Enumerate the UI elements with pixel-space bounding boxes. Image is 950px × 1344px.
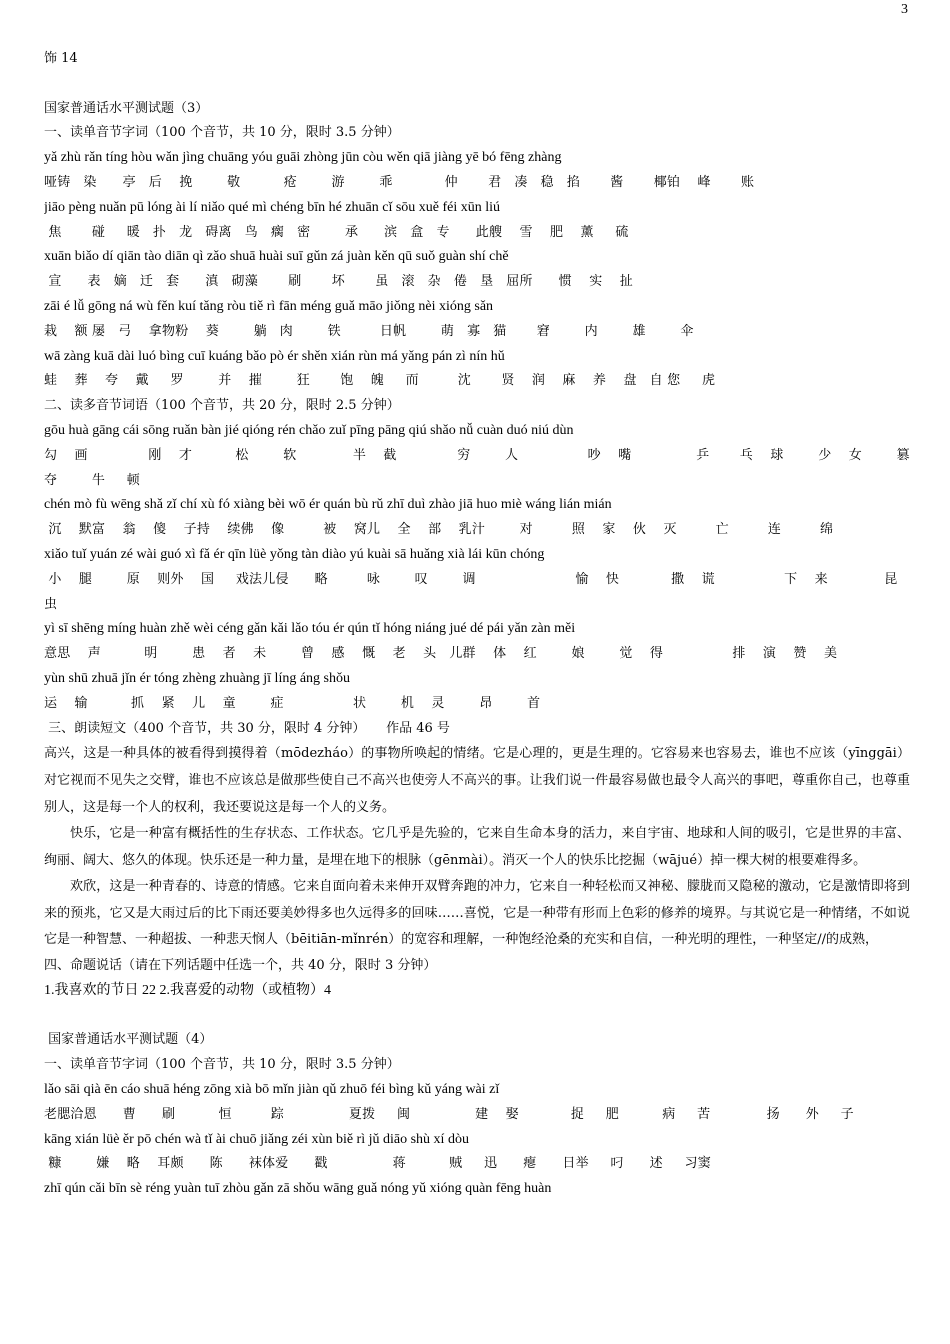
test-3-title: 国家普通话水平测试题（3）	[44, 100, 209, 116]
hanzi-row: 老腮洽恩 曹 刷 恒 踪 夏拨 闽 建 娶 捉 肥 病 苦 扬 外 子	[44, 1106, 854, 1122]
pinyin-row: xiǎo tuǐ yuán zé wài guó xì fǎ ér qīn lüè yǒng tàn diào yú kuài sā huǎng xià lái kūn chóng	[44, 546, 545, 562]
hanzi-row: 糠 嫌 略 耳颇 陈 袜体爱 戳 蒋 贼 迅 瘪 日举 叼 述 习窦	[44, 1156, 711, 1172]
document-body	[44, 47, 910, 1202]
hanzi-row: 小 腿 原 则外 国 戏法儿侵 略 咏 叹 调 愉 快 撒 谎 下 来 昆	[44, 571, 898, 587]
pinyin-row: gōu huà gāng cái sōng ruǎn bàn jié qióng rén chǎo zuǐ pīng pāng qiú shǎo nǚ cuàn duó niú dùn	[44, 422, 574, 438]
hanzi-row: 哑铸 染 亭 后 挽 敬 疮 游 乖 仲 君 凑 稳 掐 酱 椰铂 峰 账	[44, 174, 755, 190]
reading-paragraph: 快乐，它是一种富有概括性的生存状态、工作状态。它几乎是先验的，它来自生命本身的活力，来自宇宙、地球和人间的吸引，它是世界的丰富、绚丽、阔大、悠久的体现。快乐还是一种力量，是埋在地下的根脉（gēnmài）。消灭一个人的快乐比挖掘（wājué）掉一棵大树的根要难得多。	[44, 826, 910, 868]
pinyin-row: yǎ zhù rǎn tíng hòu wǎn jìng chuāng yóu guāi zhòng jūn còu wěn qiā jiàng yē bó fēng zhàng	[44, 150, 562, 166]
hanzi-row: 沉 默富 翁 傻 子持 续佛 像 被 窝儿 全 部 乳汁 对 照 家 伙 灭 亡 连 绵	[44, 522, 834, 538]
test-4-section-1-heading: 一、读单音节字词（100 个音节，共 10 分，限时 3.5 分钟）	[44, 1057, 400, 1073]
test-4-title: 国家普通话水平测试题（4）	[44, 1032, 213, 1048]
pinyin-row: yì sī shēng míng huàn zhě wèi céng gǎn kǎi lǎo tóu ér qún tǐ hóng niáng jué dé pái yǎn zàn měi	[44, 621, 576, 637]
test-3-section-3-heading: 三、朗读短文（400 个音节，共 30 分，限时 4 分钟） 作品 46 号	[44, 720, 450, 736]
header-note: 饰 14	[44, 51, 78, 66]
pinyin-row: chén mò fù wēng shǎ zǐ chí xù fó xiàng bèi wō ér quán bù rǔ zhī duì zhào jiā huo miè wáng lián mián	[44, 497, 612, 513]
reading-paragraph: 高兴，这是一种具体的被看得到摸得着（mōdezháo）的事物所唤起的情绪。它是心理的，更是生理的。它容易来也容易去，谁也不应该（yīnggāi）对它视而不见失之交臂，谁也不应该总是做那些使自己不高兴也使旁人不高兴的事。让我们说一件最容易做也最令人高兴的事吧，尊重你自己，也尊重别人，这是每一个人的权利，我还要说这是每一个人的义务。	[44, 746, 910, 815]
reading-paragraph: 欢欣，这是一种青春的、诗意的情感。它来自面向着未来伸开双臂奔跑的冲力，它来自一种轻松而又神秘、朦胧而又隐秘的激动，它是激情即将到来的预兆，它又是大雨过后的比下雨还要美妙得多也久远得多的回味……喜悦，它是一种带有形而上色彩的修养的境界。与其说它是一种情绪，不如说它是一种智慧、一种超拔、一种悲天悯人（bēitiān-mǐnrén）的宽容和理解，一种饱经沧桑的充实和自信，一种光明的理性，一种坚定//的成熟，	[44, 879, 910, 948]
hanzi-row: 意思 声 明 患 者 未 曾 感 慨 老 头 儿群 体 红 娘 觉 得 排 演 赞 美	[44, 646, 838, 662]
pinyin-row: zāi é lǚ gōng ná wù fěn kuí tǎng ròu tiě rì fān méng guǎ māo jiǒng nèi xióng sǎn	[44, 298, 494, 314]
pinyin-row: yùn shū zhuā jǐn ér tóng zhèng zhuàng jī líng áng shǒu	[44, 670, 350, 686]
hanzi-row: 蛙 葬 夸 戴 罗 并 摧 狂 饱 魄 而 沈 贤 润 麻 养 盘 自 您 虎	[44, 373, 716, 389]
test-3-section-4-heading: 四、命题说话（请在下列话题中任选一个，共 40 分，限时 3 分钟）	[44, 958, 437, 974]
hanzi-row: 宣 表 嫡 迁 套 滇 砌藻 刷 坏 虽 滚 杂 倦 垦 屈所 惯 实 扯	[44, 274, 633, 290]
pinyin-row: jiāo pèng nuǎn pū lóng ài lí niǎo qué mì chéng bīn hé zhuān cǐ sōu xuě féi xūn liú	[44, 199, 501, 215]
hanzi-row: 勾 画 刚 才 松 软 半 截 穷 人 吵 嘴 乒 乓 球 少 女 篡	[44, 447, 910, 463]
hanzi-row-wrap: 夺 牛 顿	[44, 472, 140, 488]
test-3-section-2-heading: 二、读多音节词语（100 个音节，共 20 分，限时 2.5 分钟）	[44, 398, 400, 414]
pinyin-row: zhī qún cǎi bīn sè réng yuàn tuī zhòu gǎn zā shǒu wāng guǎ nóng yǔ xióng quàn fēng huàn	[44, 1181, 552, 1197]
pinyin-row: lǎo sāi qià ēn cáo shuā héng zōng xià bō mǐn jiàn qǔ zhuō féi bìng kǔ yáng wài zǐ	[44, 1082, 500, 1098]
hanzi-row: 栽 额 屡 弓 拿物粉 葵 躺 肉 铁 日帆 萌 寡 猫 窘 内 雄 伞	[44, 323, 694, 339]
blank-line	[44, 1004, 910, 1029]
blank-line	[44, 72, 910, 97]
pinyin-row: wā zàng kuā dài luó bìng cuī kuáng bǎo pò ér shěn xián rùn má yǎng pán zì nín hǔ	[44, 348, 505, 364]
hanzi-row: 焦 碰 暖 扑 龙 碍离 鸟 瘸 密 承 滨 盒 专 此艘 雪 肥 薰 硫	[44, 224, 629, 240]
page-number: 3	[901, 2, 908, 17]
test-3-section-1-heading: 一、读单音节字词（100 个音节，共 10 分，限时 3.5 分钟）	[44, 125, 400, 141]
pinyin-row: xuān biǎo dí qiān tào diān qì zǎo shuā huài suī gǔn zá juàn kěn qū suǒ guàn shí chě	[44, 249, 509, 265]
pinyin-row: kāng xián lüè ěr pō chén wà tǐ ài chuō jiǎng zéi xùn biě rì jǔ diāo shù xí dòu	[44, 1131, 469, 1147]
speaking-topics: 1.我喜欢的节日 22 2.我喜爱的动物（或植物）4	[44, 982, 331, 998]
hanzi-row-wrap: 虫	[44, 596, 58, 612]
hanzi-row: 运 输 抓 紧 儿 童 症 状 机 灵 昂 首	[44, 695, 541, 711]
